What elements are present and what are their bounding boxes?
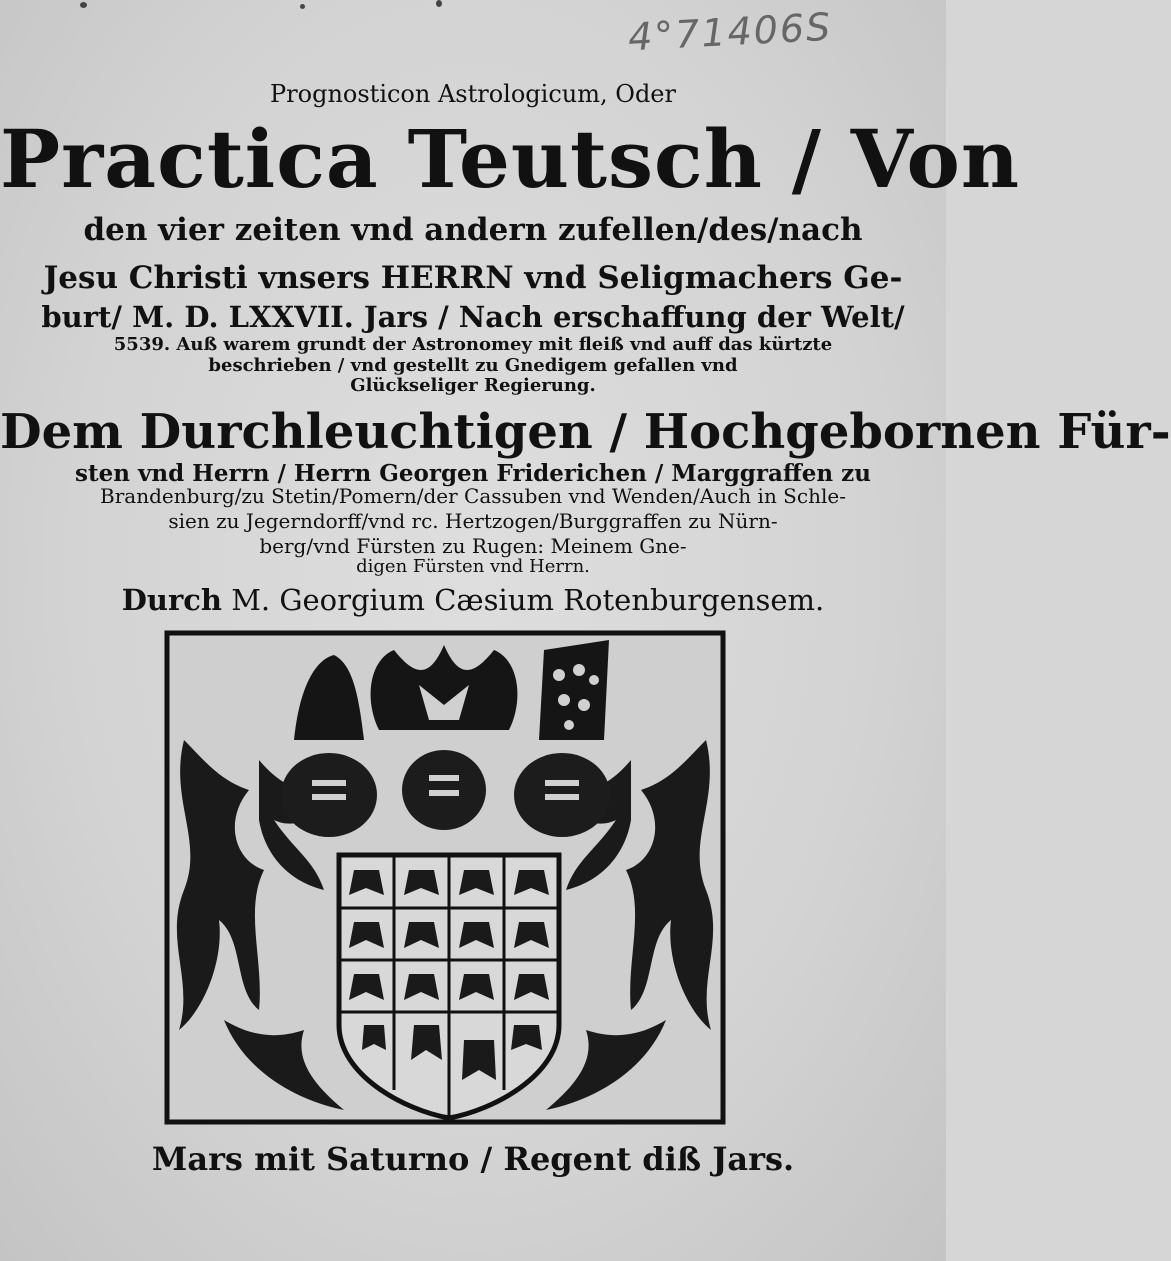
subtitle-line: beschrieben / vnd gestellt zu Gnedigem gefallen vnd — [208, 355, 738, 376]
main-title: Practica Teutsch / Von — [0, 112, 1021, 206]
subtitle-line: den vier zeiten vnd andern zufellen/des/nach — [83, 212, 863, 248]
author-name: M. Georgium Cæsium Rotenburgensem. — [231, 583, 825, 617]
coat-of-arms-woodcut — [164, 630, 726, 1125]
motto: Mars mit Saturno / Regent diß Jars. — [151, 1140, 795, 1178]
dedication-line: sten vnd Herrn / Herrn Georgen Friderichen / Marggraffen zu — [75, 460, 871, 487]
ink-speck — [80, 2, 87, 8]
subtitle-line: Glückseliger Regierung. — [350, 375, 596, 396]
ink-speck — [436, 0, 442, 7]
subtitle-line: 5539. Auß warem grundt der Astronomey mit fleiß vnd auff das kürtzte — [113, 334, 833, 355]
dedication-line: sien zu Jegerndorff/vnd rc. Hertzogen/Burggraffen zu Nürn- — [168, 509, 778, 533]
subtitle-line: burt/ M. D. LXXVII. Jars / Nach erschaffung der Welt/ — [41, 300, 905, 334]
author-line — [0, 583, 946, 617]
ink-speck — [300, 4, 305, 9]
shelfmark: 4°71406S — [626, 4, 834, 60]
dedication-heading: Dem Durchleuchtigen / Hochgebornen Für- — [0, 404, 1171, 460]
dedication-line: Brandenburg/zu Stetin/Pomern/der Cassuben vnd Wenden/Auch in Schle- — [100, 484, 846, 508]
dedication-line: digen Fürsten vnd Herrn. — [356, 556, 590, 577]
subtitle-line: Jesu Christi vnsers HERRN vnd Seligmachers Ge- — [43, 260, 903, 296]
pretitle: Prognosticon Astrologicum, Oder — [270, 80, 676, 108]
author-prefix: Durch — [121, 583, 222, 617]
dedication-line: berg/vnd Fürsten zu Rugen: Meinem Gne- — [259, 534, 687, 558]
